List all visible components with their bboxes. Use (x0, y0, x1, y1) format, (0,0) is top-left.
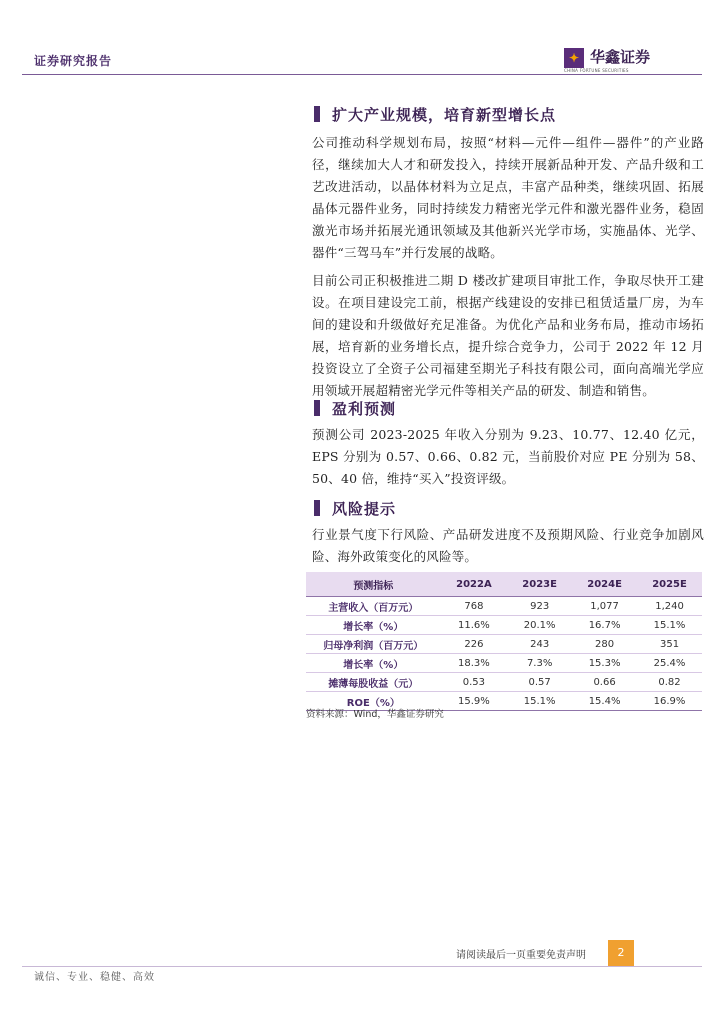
table-row (306, 616, 702, 635)
section-risk (312, 496, 704, 568)
table-cell: 0.53 (441, 673, 508, 692)
table-source-note: 资料来源：Wind，华鑫证券研究 (306, 709, 444, 720)
page-number-badge: 2 (608, 940, 634, 966)
disclaimer-note: 请阅读最后一页重要免责声明 (456, 950, 586, 961)
table-cell: 15.1% (507, 692, 572, 711)
table-cell: 11.6% (441, 616, 508, 635)
section-growth (312, 102, 704, 402)
paragraph: 目前公司正积极推进二期 D 楼改扩建项目审批工作，争取尽快开工建设。在项目建设完工前，根据产线建设的安排已租赁适量厂房，为车间的建设和升级做好充足准备。为优化产品和业务布局，推动市场拓展，培育新的业务增长点，提升综合竞争力，公司于 2022 年 12 月投资设立了全资子公司福建至期光子科技有限公司，面向高端光学应用领域开展超精密光学元件等相关产品的研发、制造和销售。 (312, 273, 704, 398)
table-cell: 1,077 (572, 597, 637, 616)
section-title: 扩大产业规模，培育新型增长点 (332, 105, 557, 124)
table-cell: 7.3% (507, 654, 572, 673)
table-cell: 226 (441, 635, 508, 654)
table-cell: 1,240 (637, 597, 702, 616)
table-cell: 0.66 (572, 673, 637, 692)
paragraph: 预测公司 2023-2025 年收入分别为 9.23、10.77、12.40 亿元，EPS 分别为 0.57、0.66、0.82 元，当前股价对应 PE 分别为 58、50、40 倍，维持“买入”投资评级。 (312, 427, 704, 486)
table-cell: 25.4% (637, 654, 702, 673)
section-heading (312, 102, 704, 126)
table-header-row (306, 572, 702, 597)
table-row (306, 654, 702, 673)
row-label: ROE（%） (306, 692, 441, 711)
table-cell: 16.7% (572, 616, 637, 635)
doc-type-label: 证券研究报告 (34, 54, 113, 68)
table-header-cell: 2022A (441, 572, 508, 597)
section-marker-icon (314, 500, 320, 516)
section-title: 风险提示 (332, 499, 397, 518)
section-marker-icon (314, 400, 320, 416)
table-cell: 16.9% (637, 692, 702, 711)
row-label: 主营收入（百万元） (306, 597, 441, 616)
table-cell: 923 (507, 597, 572, 616)
footer-divider (22, 966, 702, 967)
table-header-cell: 预测指标 (306, 572, 441, 597)
logo-cn-text: 华鑫证券 (590, 48, 651, 66)
paragraph: 行业景气度下行风险、产品研发进度不及预期风险、行业竞争加剧风险、海外政策变化的风险等。 (312, 527, 704, 564)
table-header-cell: 2025E (637, 572, 702, 597)
row-label: 增长率（%） (306, 616, 441, 635)
logo-mark-icon: ✦ (564, 48, 584, 68)
header-divider (22, 74, 702, 75)
table-cell: 768 (441, 597, 508, 616)
table-row (306, 597, 702, 616)
section-heading (312, 496, 704, 520)
table-cell: 280 (572, 635, 637, 654)
company-logo (564, 46, 674, 76)
forecast-table (306, 572, 702, 711)
row-label: 归母净利润（百万元） (306, 635, 441, 654)
table-cell: 15.3% (572, 654, 637, 673)
table-cell: 243 (507, 635, 572, 654)
table-cell: 15.9% (441, 692, 508, 711)
section-title: 盈利预测 (332, 399, 397, 418)
table-row (306, 635, 702, 654)
section-forecast (312, 396, 704, 490)
footer-slogan: 诚信、专业、稳健、高效 (34, 972, 155, 983)
table-cell: 0.57 (507, 673, 572, 692)
row-label: 增长率（%） (306, 654, 441, 673)
table-cell: 15.1% (637, 616, 702, 635)
table-cell: 351 (637, 635, 702, 654)
row-label: 摊薄每股收益（元） (306, 673, 441, 692)
table-row (306, 673, 702, 692)
paragraph: 公司推动科学规划布局，按照“材料—元件—组件—器件”的产业路径，继续加大人才和研发投入，持续开展新品种开发、产品升级和工艺改进活动，以晶体材料为立足点，丰富产品种类，继续巩固、拓展晶体元器件业务，同时持续发力精密光学元件和激光器件业务，稳固激光市场并拓展光通讯领域及其他新兴光学市场，实施晶体、光学、器件“三驾马车”并行发展的战略。 (312, 135, 704, 260)
section-heading (312, 396, 704, 420)
table-cell: 18.3% (441, 654, 508, 673)
section-marker-icon (314, 106, 320, 122)
table-cell: 15.4% (572, 692, 637, 711)
logo-en-text: CHINA FORTUNE SECURITIES (564, 68, 629, 73)
table-header-cell: 2024E (572, 572, 637, 597)
table-header-cell: 2023E (507, 572, 572, 597)
table-cell: 20.1% (507, 616, 572, 635)
table-cell: 0.82 (637, 673, 702, 692)
